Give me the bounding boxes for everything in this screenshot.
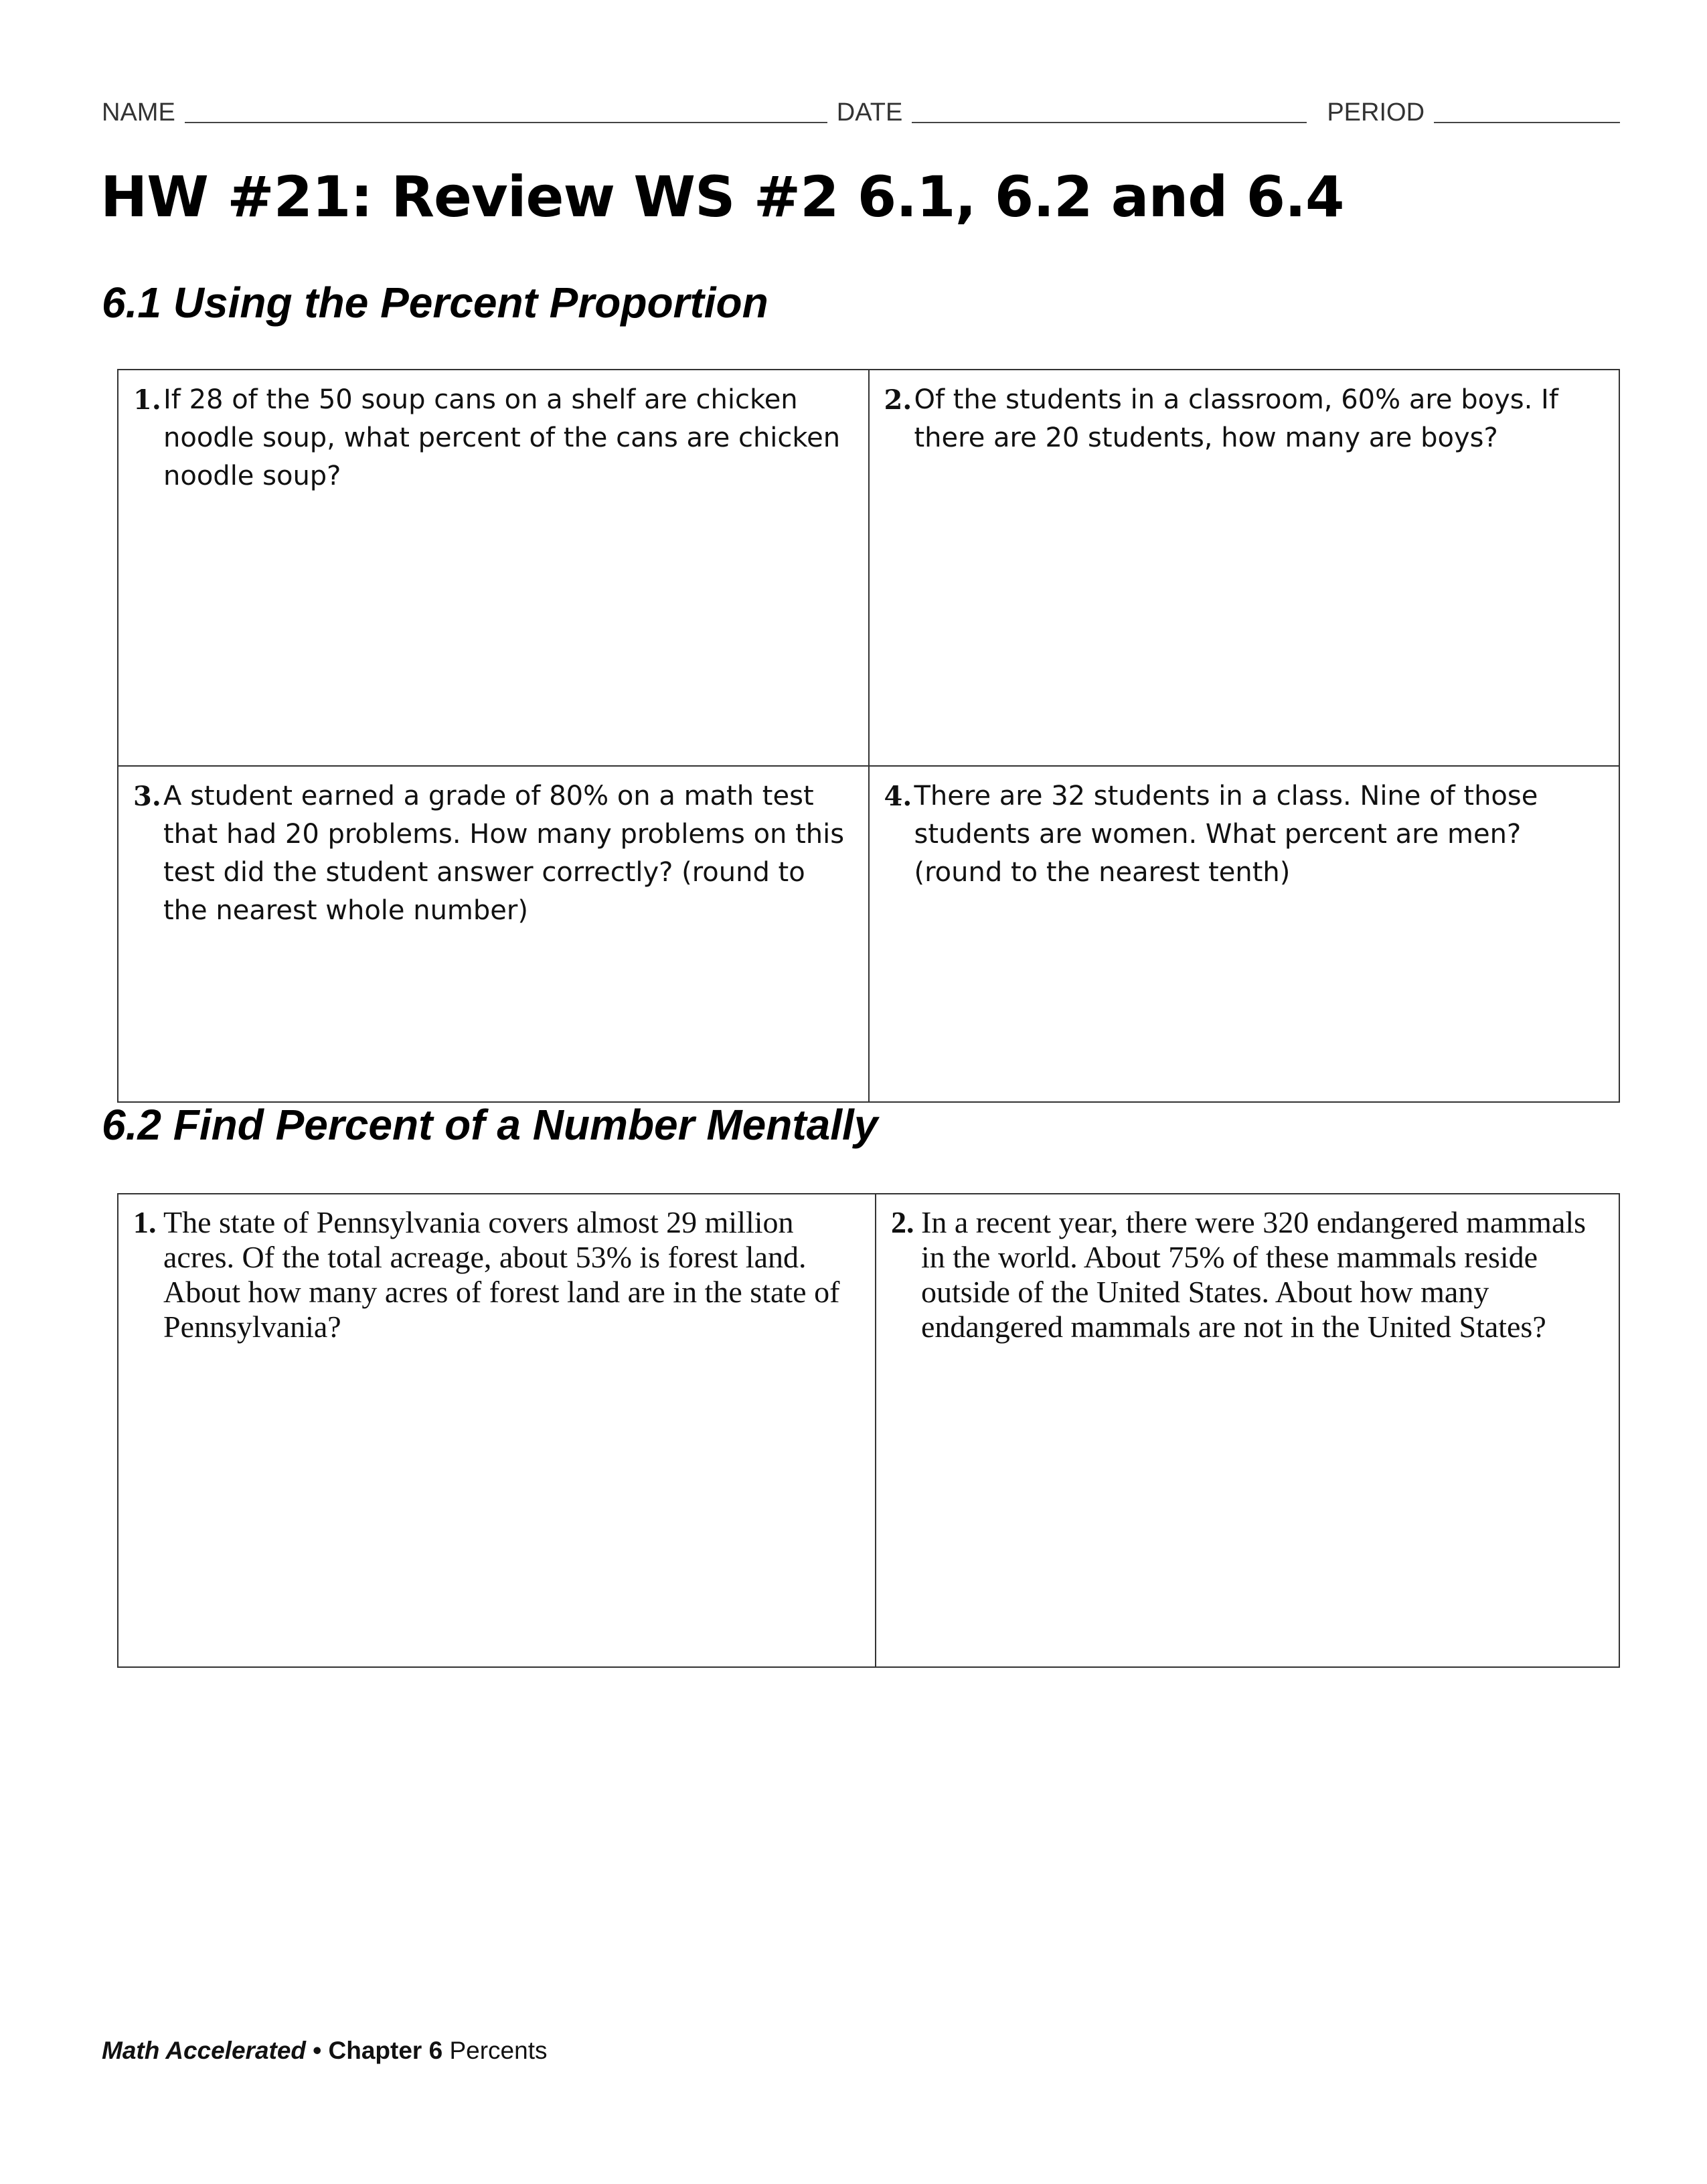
problem-box bbox=[869, 766, 1620, 1102]
problem-text: The state of Pennsylvania covers almost 29 million acres. Of the total acreage, about 53% is forest land. About how many acres of forest land are in the state of Pennsylvania? bbox=[163, 1205, 840, 1344]
name-label: NAME bbox=[102, 98, 175, 127]
problem-number: 1. bbox=[133, 384, 161, 416]
footer-separator: • bbox=[306, 2037, 329, 2064]
problem-box bbox=[118, 370, 869, 766]
problem-box bbox=[869, 370, 1620, 766]
problem-number: 1. bbox=[133, 1205, 157, 1239]
worksheet-title: HW #21: Review WS #2 6.1, 6.2 and 6.4 bbox=[100, 164, 1344, 230]
problem-number: 2. bbox=[884, 384, 912, 416]
footer-chapter: Chapter 6 bbox=[328, 2037, 443, 2064]
problem-number: 3. bbox=[133, 781, 161, 812]
period-label: PERIOD bbox=[1327, 98, 1425, 127]
problem-6-1-4 bbox=[870, 767, 1619, 892]
problem-6-1-2 bbox=[870, 370, 1619, 457]
name-blank bbox=[185, 98, 827, 123]
problem-box bbox=[118, 766, 869, 1102]
problem-6-2-1 bbox=[118, 1194, 875, 1344]
page-footer bbox=[102, 2037, 547, 2065]
student-info-header bbox=[102, 98, 1608, 130]
problem-number: 2. bbox=[891, 1205, 914, 1239]
section-heading-6-1: 6.1 Using the Percent Proportion bbox=[102, 279, 768, 327]
date-blank bbox=[912, 98, 1307, 123]
date-label: DATE bbox=[836, 98, 903, 127]
problem-6-1-3 bbox=[118, 767, 868, 930]
problem-6-2-2 bbox=[876, 1194, 1619, 1344]
problem-number: 4. bbox=[884, 781, 912, 812]
problem-text: If 28 of the 50 soup cans on a shelf are chicken noodle soup, what percent of the cans are chicken noodle soup? bbox=[163, 384, 841, 491]
problem-6-1-1 bbox=[118, 370, 868, 495]
problem-text: A student earned a grade of 80% on a math test that had 20 problems. How many problems on this test did the student answer correctly? (round to the nearest whole number) bbox=[163, 781, 845, 926]
section-heading-6-2: 6.2 Find Percent of a Number Mentally bbox=[102, 1101, 878, 1149]
problem-grid-6-2 bbox=[117, 1193, 1620, 1668]
footer-course: Math Accelerated bbox=[102, 2037, 307, 2064]
problem-box bbox=[118, 1194, 876, 1667]
footer-topic: Percents bbox=[442, 2037, 548, 2064]
period-blank bbox=[1434, 98, 1620, 123]
problem-box bbox=[876, 1194, 1619, 1667]
problem-grid-6-1 bbox=[117, 369, 1620, 1103]
problem-text: Of the students in a classroom, 60% are boys. If there are 20 students, how many are boys? bbox=[914, 384, 1558, 453]
problem-text: There are 32 students in a class. Nine of those students are women. What percent are men? (round to the nearest tenth) bbox=[914, 781, 1538, 888]
problem-text: In a recent year, there were 320 endangered mammals in the world. About 75% of these mammals reside outside of the United States. About how many endangered mammals are not in the United States? bbox=[921, 1205, 1587, 1344]
